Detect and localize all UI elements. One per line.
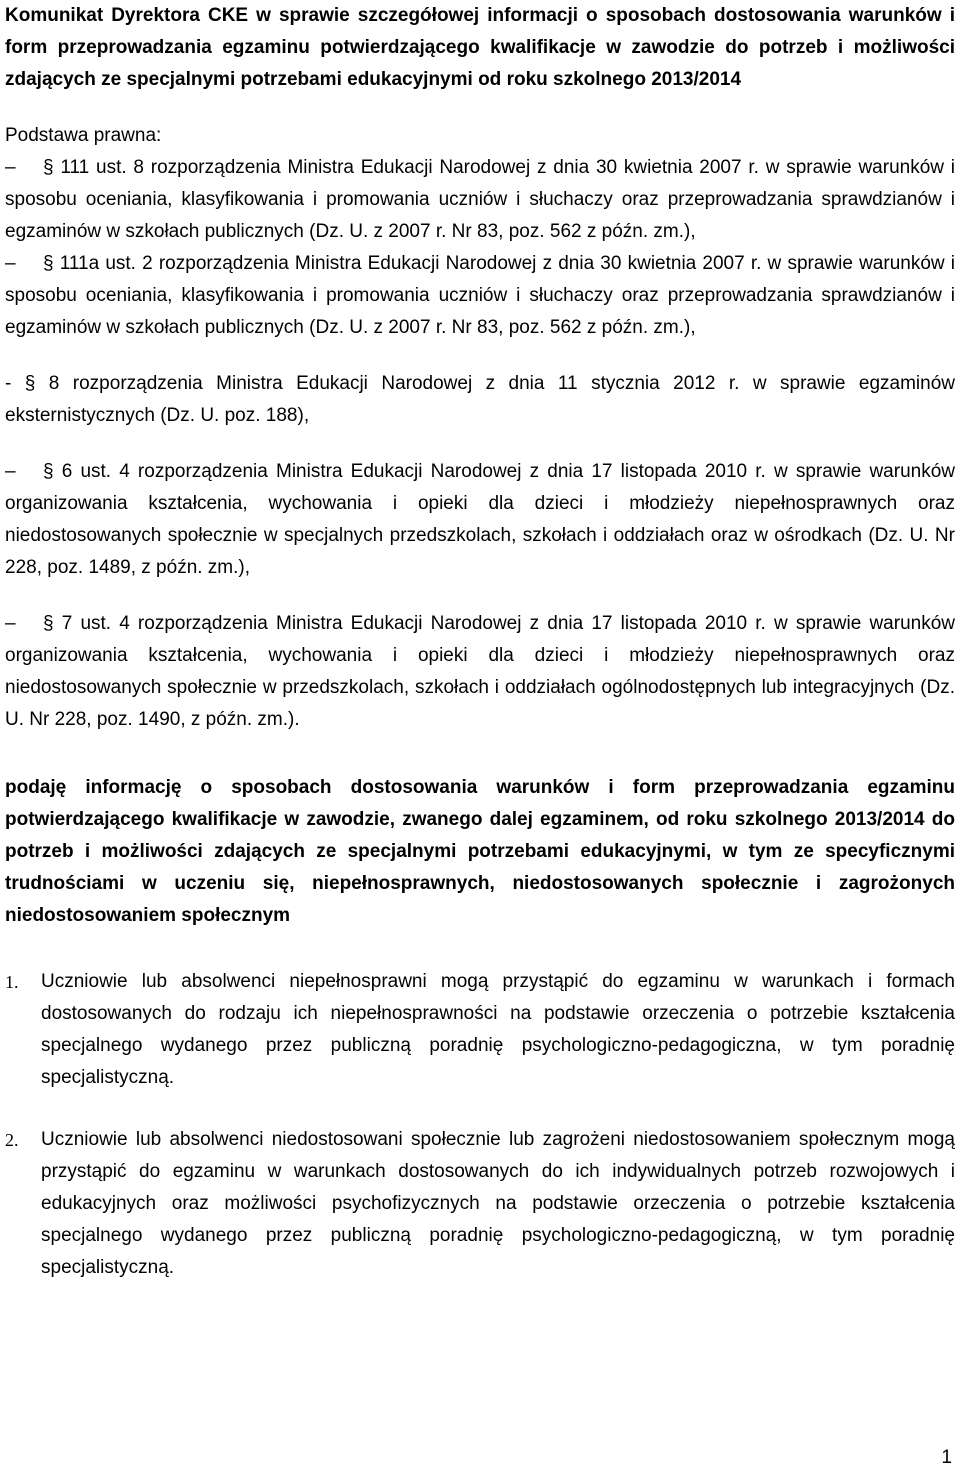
intro-statement: podaję informację o sposobach dostosowania warunków i form przeprowadzania egzaminu potwierdzającego kwalifikacje w zawodzie, zwanego dalej egzaminem, od roku szkolnego 2013/2014 do potrzeb i możliwości zdających ze specjalnymi potrzebami edukacyjnymi, w tym ze specyficznymi trudnościami w uczeniu się, niepełnosprawnych, niedostosowanych społecznie i zagrożonych niedostosowaniem społecznym bbox=[5, 777, 955, 926]
dash-marker: – bbox=[5, 157, 16, 178]
point-text: Uczniowie lub absolwenci niepełnosprawni mogą przystąpić do egzaminu w warunkach i formach dostosowanych do rodzaju ich niepełnosprawności na podstawie orzeczenia o potrzebie kształcenia specjalnego wydanego przez publiczną poradnię psychologiczno-pedagogiczna, w tym poradnię specjalistyczną. bbox=[41, 971, 955, 1088]
legal-basis-item bbox=[5, 152, 955, 248]
legal-basis-item bbox=[5, 456, 955, 584]
legal-basis-text: § 7 ust. 4 rozporządzenia Ministra Edukacji Narodowej z dnia 17 listopada 2010 r. w sprawie warunków organizowania kształcenia, wychowania i opieki dla dzieci i młodzieży niepełnosprawnych oraz niedostosowanych społecznie w przedszkolach, szkołach i oddziałach ogólnodostępnych lub integracyjnych (Dz. U. Nr 228, poz. 1490, z późn. zm.). bbox=[5, 613, 955, 730]
page-number: 1 bbox=[941, 1447, 952, 1468]
point-number: 1. bbox=[5, 972, 19, 992]
legal-basis-list bbox=[5, 152, 955, 736]
document-title: Komunikat Dyrektora CKE w sprawie szczegółowej informacji o sposobach dostosowania warunków i form przeprowadzania egzaminu potwierdzającego kwalifikacje w zawodzie do potrzeb i możliwości zdających ze specjalnymi potrzebami edukacyjnymi od roku szkolnego 2013/2014 bbox=[5, 5, 955, 90]
numbered-point bbox=[5, 966, 955, 1094]
legal-basis-text: § 111a ust. 2 rozporządzenia Ministra Edukacji Narodowej z dnia 30 kwietnia 2007 r. w sprawie warunków i sposobu oceniania, klasyfikowania i promowania uczniów i słuchaczy oraz przeprowadzania sprawdzianów i egzaminów w szkołach publicznych (Dz. U. z 2007 r. Nr 83, poz. 562 z późn. zm.), bbox=[5, 253, 955, 338]
legal-basis-item bbox=[5, 608, 955, 736]
numbered-point bbox=[5, 1124, 955, 1284]
legal-basis-item bbox=[5, 368, 955, 432]
dash-marker: – bbox=[5, 613, 16, 634]
point-number: 2. bbox=[5, 1130, 19, 1150]
dash-marker: – bbox=[5, 253, 16, 274]
document-page bbox=[5, 0, 955, 1284]
legal-basis-item bbox=[5, 248, 955, 344]
legal-basis-text: § 8 rozporządzenia Ministra Edukacji Narodowej z dnia 11 stycznia 2012 r. w sprawie egzaminów eksternistycznych (Dz. U. poz. 188), bbox=[5, 373, 956, 426]
dash-marker: – bbox=[5, 461, 16, 482]
legal-basis-text: § 6 ust. 4 rozporządzenia Ministra Edukacji Narodowej z dnia 17 listopada 2010 r. w sprawie warunków organizowania kształcenia, wychowania i opieki dla dzieci i młodzieży niepełnosprawnych oraz niedostosowanych społecznie w specjalnych przedszkolach, szkołach i oddziałach oraz w ośrodkach (Dz. U. Nr 228, poz. 1489, z późn. zm.), bbox=[5, 461, 955, 578]
point-text: Uczniowie lub absolwenci niedostosowani społecznie lub zagrożeni niedostosowaniem społecznym mogą przystąpić do egzaminu w warunkach dostosowanych do ich indywidualnych potrzeb rozwojowych i edukacyjnych oraz możliwości psychofizycznych na podstawie orzeczenia o potrzebie kształcenia specjalnego wydanego przez publiczną poradnię psychologiczno-pedagogiczną, w tym poradnię specjalistyczną. bbox=[41, 1129, 955, 1278]
legal-basis-text: § 111 ust. 8 rozporządzenia Ministra Edukacji Narodowej z dnia 30 kwietnia 2007 r. w sprawie warunków i sposobu oceniania, klasyfikowania i promowania uczniów i słuchaczy oraz przeprowadzania sprawdzianów i egzaminów w szkołach publicznych (Dz. U. z 2007 r. Nr 83, poz. 562 z późn. zm.), bbox=[5, 157, 955, 242]
legal-basis-label: Podstawa prawna: bbox=[5, 125, 162, 146]
dash-marker: - bbox=[5, 373, 12, 394]
numbered-points bbox=[5, 966, 955, 1284]
